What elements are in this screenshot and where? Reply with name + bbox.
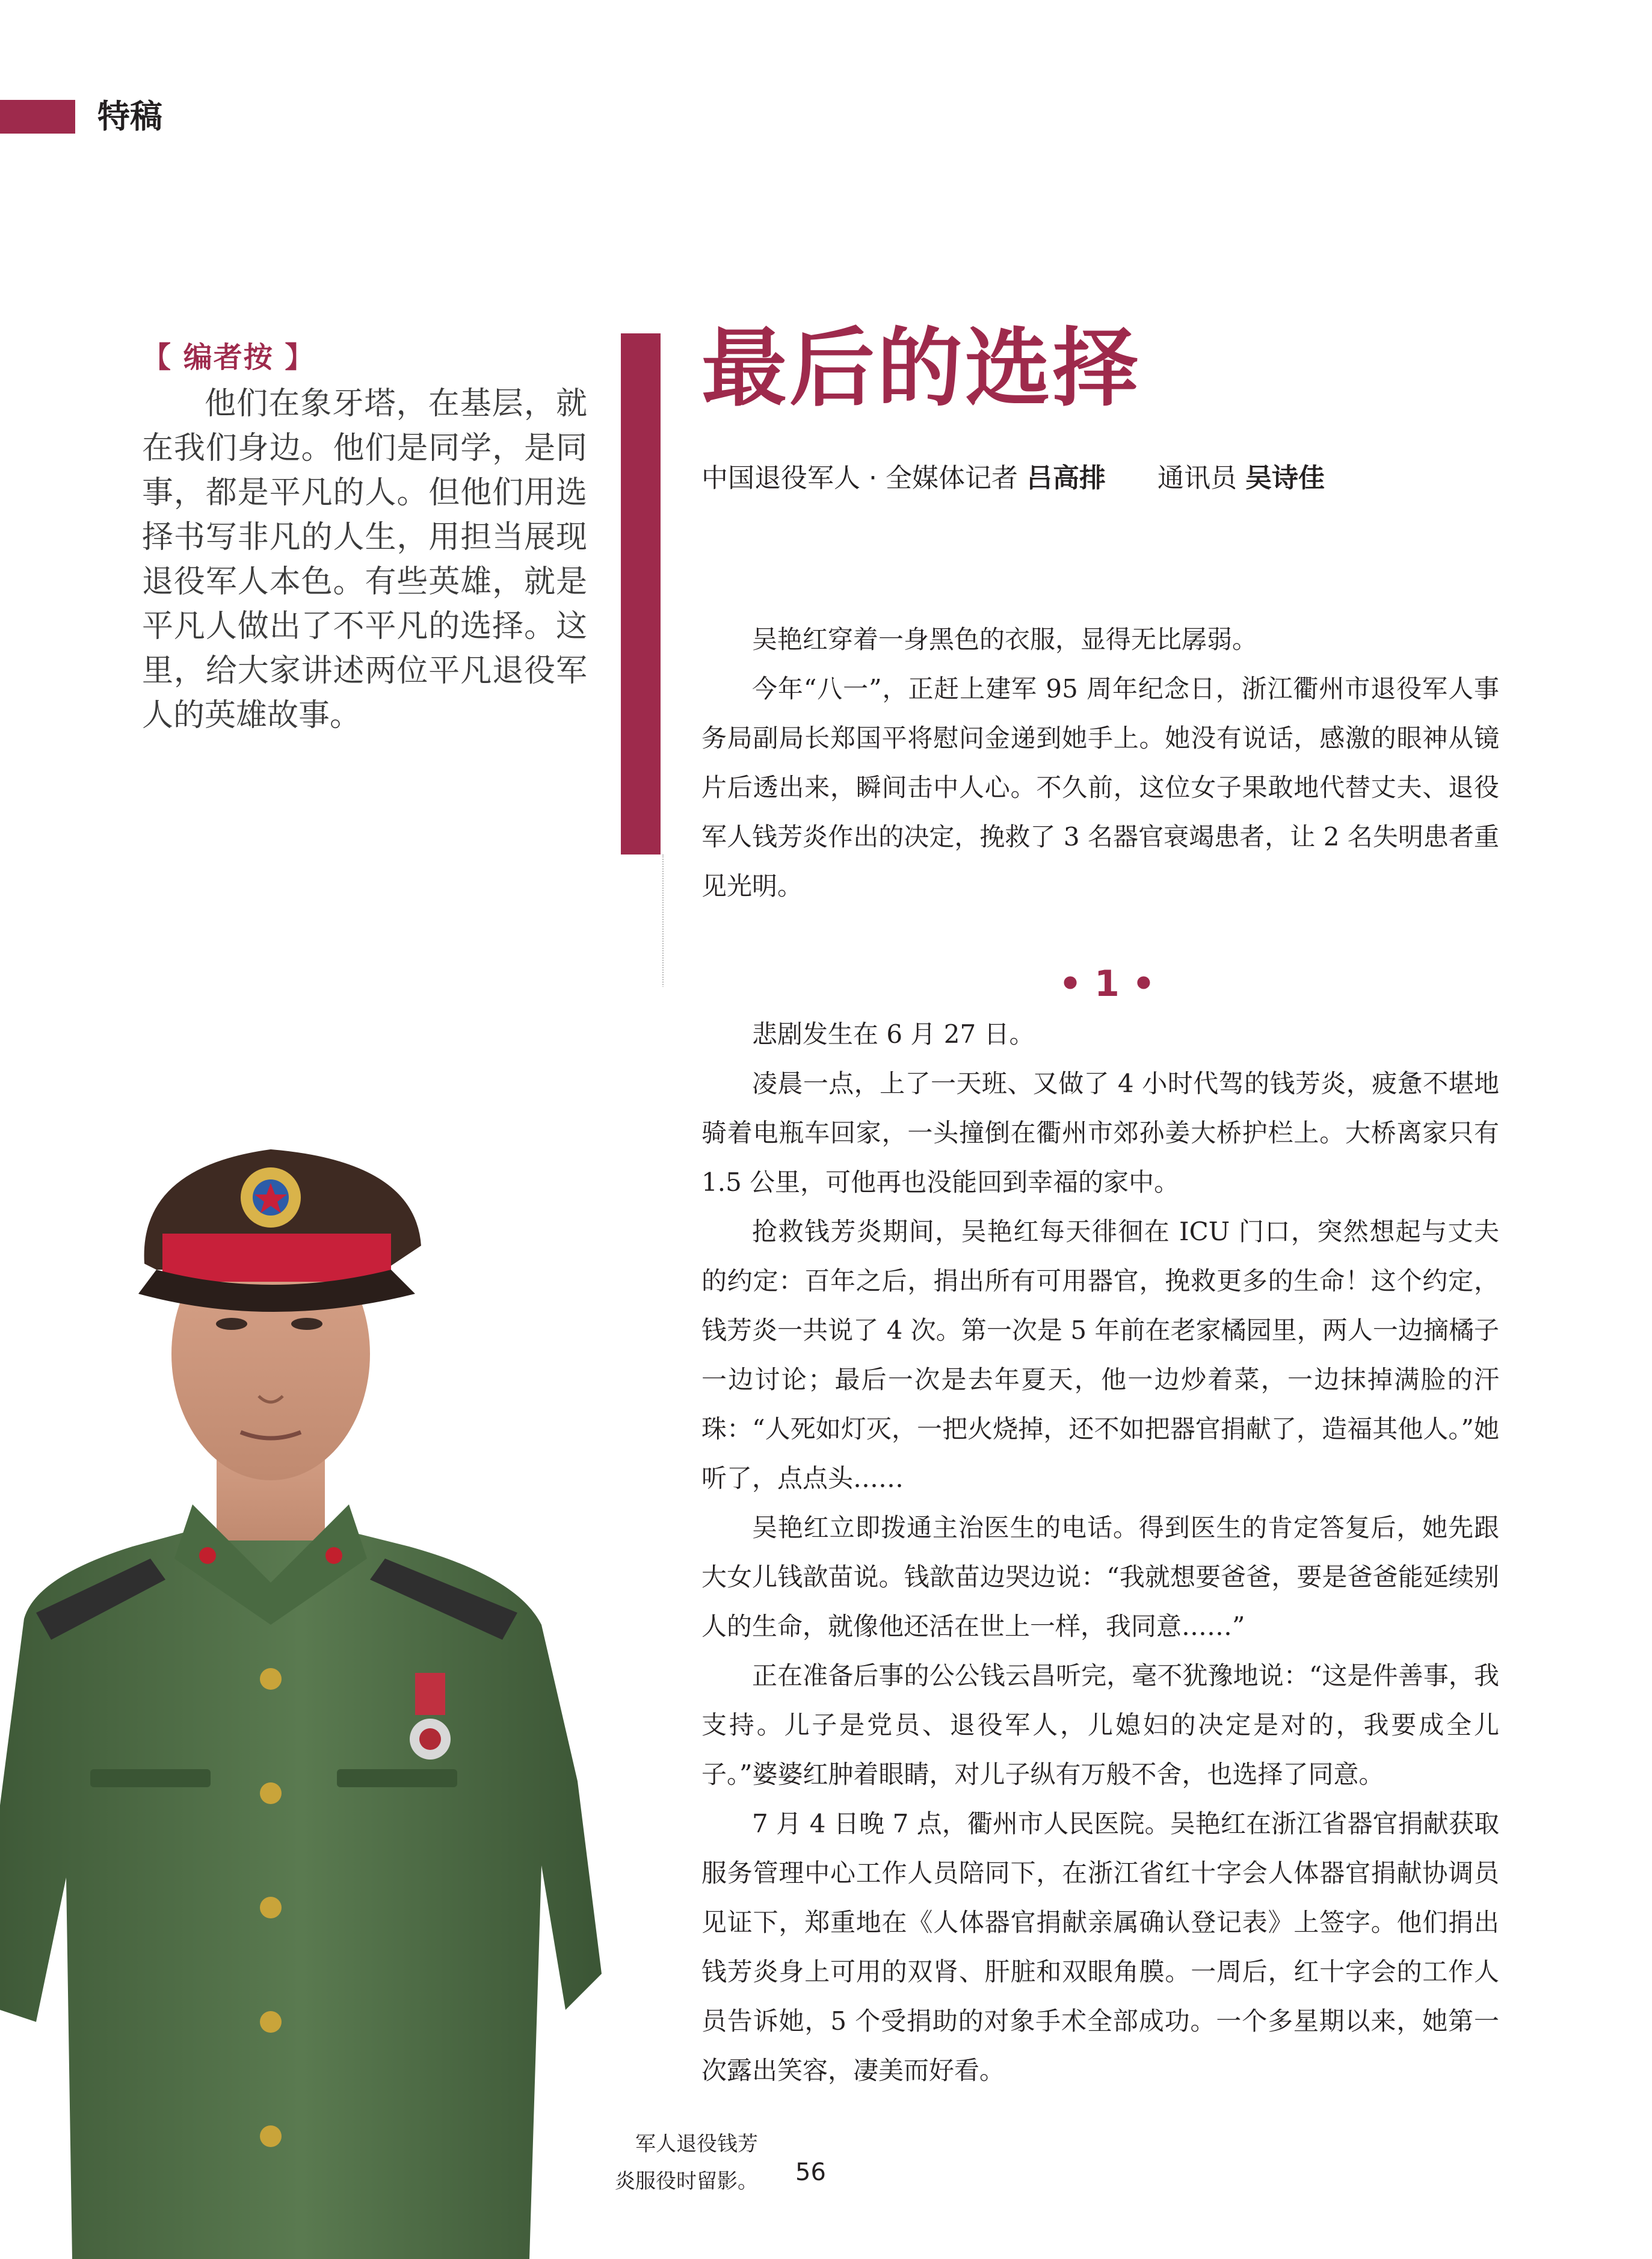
article-title: 最后的选择 bbox=[701, 319, 1141, 418]
page-number: 56 bbox=[795, 2159, 826, 2186]
editor-note-body: 他们在象牙塔，在基层，就在我们身边。他们是同学，是同事，都是平凡的人。但他们用选择书写非凡的人生，用担当展现退役军人本色。有些英雄，就是平凡人做出了不平凡的选择。这里，给大家讲述两位平凡退役军人的英雄故事。 bbox=[142, 386, 587, 734]
byline-role: 通讯员 bbox=[1157, 463, 1237, 493]
soldier-portrait-photo bbox=[0, 987, 692, 2259]
paragraph: 吴艳红穿着一身黑色的衣服，显得无比孱弱。 bbox=[752, 625, 1258, 654]
title-accent-bar bbox=[621, 333, 661, 854]
article-intro bbox=[701, 615, 1499, 911]
section-color-bar bbox=[0, 100, 75, 134]
paragraph: 今年“八一”，正赶上建军 95 周年纪念日，浙江衢州市退役军人事务局副局长郑国平将慰问金递到她手上。她没有说话，感激的眼神从镜片后透出来，瞬间击中人心。不久前，这位女子果敢地代替丈夫、退役军人钱芳炎作出的决定，挽救了 3 名器官衰竭患者，让 2 名失明患者重见光明。 bbox=[701, 674, 1499, 901]
byline-correspondent: 吴诗佳 bbox=[1245, 463, 1325, 493]
paragraph: 7 月 4 日晚 7 点，衢州市人民医院。吴艳红在浙江省器官捐献获取服务管理中心工作人员陪同下，在浙江省红十字会人体器官捐献协调员见证下，郑重地在《人体器官捐献亲属确认登记表》上签字。他们捐出钱芳炎身上可用的双肾、肝脏和双眼角膜。一周后，红十字会的工作人员告诉她，5 个受捐助的对象手术全部成功。一个多星期以来，她第一次露出笑容，凄美而好看。 bbox=[701, 1809, 1499, 2085]
article-body bbox=[701, 1010, 1499, 2095]
section-marker: • 1 • bbox=[1058, 963, 1156, 1005]
paragraph: 凌晨一点，上了一天班、又做了 4 小时代驾的钱芳炎，疲惫不堪地骑着电瓶车回家，一头撞倒在衢州市郊孙姜大桥护栏上。大桥离家只有 1.5 公里，可他再也没能回到幸福的家中。 bbox=[701, 1069, 1499, 1197]
byline-org: 中国退役军人 · 全媒体记者 bbox=[701, 463, 1018, 493]
editor-note bbox=[142, 336, 587, 738]
paragraph: 悲剧发生在 6 月 27 日。 bbox=[752, 1019, 1035, 1049]
editor-note-title: 【 编者按 】 bbox=[142, 341, 315, 374]
byline bbox=[701, 457, 1325, 499]
caption-line: 炎服役时留影。 bbox=[615, 2169, 758, 2193]
paragraph: 吴艳红立即拨通主治医生的电话。得到医生的肯定答复后，她先跟大女儿钱歆苗说。钱歆苗边哭边说：“我就想要爸爸，要是爸爸能延续别人的生命，就像他还活在世上一样，我同意……” bbox=[701, 1513, 1499, 1641]
section-label: 特稿 bbox=[97, 97, 162, 135]
photo-caption bbox=[578, 2125, 758, 2200]
byline-reporter: 吕高排 bbox=[1026, 463, 1106, 493]
paragraph: 抢救钱芳炎期间，吴艳红每天徘徊在 ICU 门口，突然想起与丈夫的约定：百年之后，捐出所有可用器官，挽救更多的生命！这个约定，钱芳炎一共说了 4 次。第一次是 5 年前在老家橘园里，两人一边摘橘子一边讨论；最后一次是去年夏天，他一边炒着菜，一边抹掉满脸的汗珠：“人死如灯灭，一把火烧掉，还不如把器官捐献了，造福其他人。”她听了，点点头…… bbox=[701, 1217, 1499, 1493]
paragraph: 正在准备后事的公公钱云昌听完，毫不犹豫地说：“这是件善事，我支持。儿子是党员、退役军人，儿媳妇的决定是对的，我要成全儿子。”婆婆红肿着眼睛，对儿子纵有万般不舍，也选择了同意。 bbox=[701, 1661, 1499, 1789]
caption-line: 军人退役钱芳 bbox=[635, 2132, 758, 2156]
